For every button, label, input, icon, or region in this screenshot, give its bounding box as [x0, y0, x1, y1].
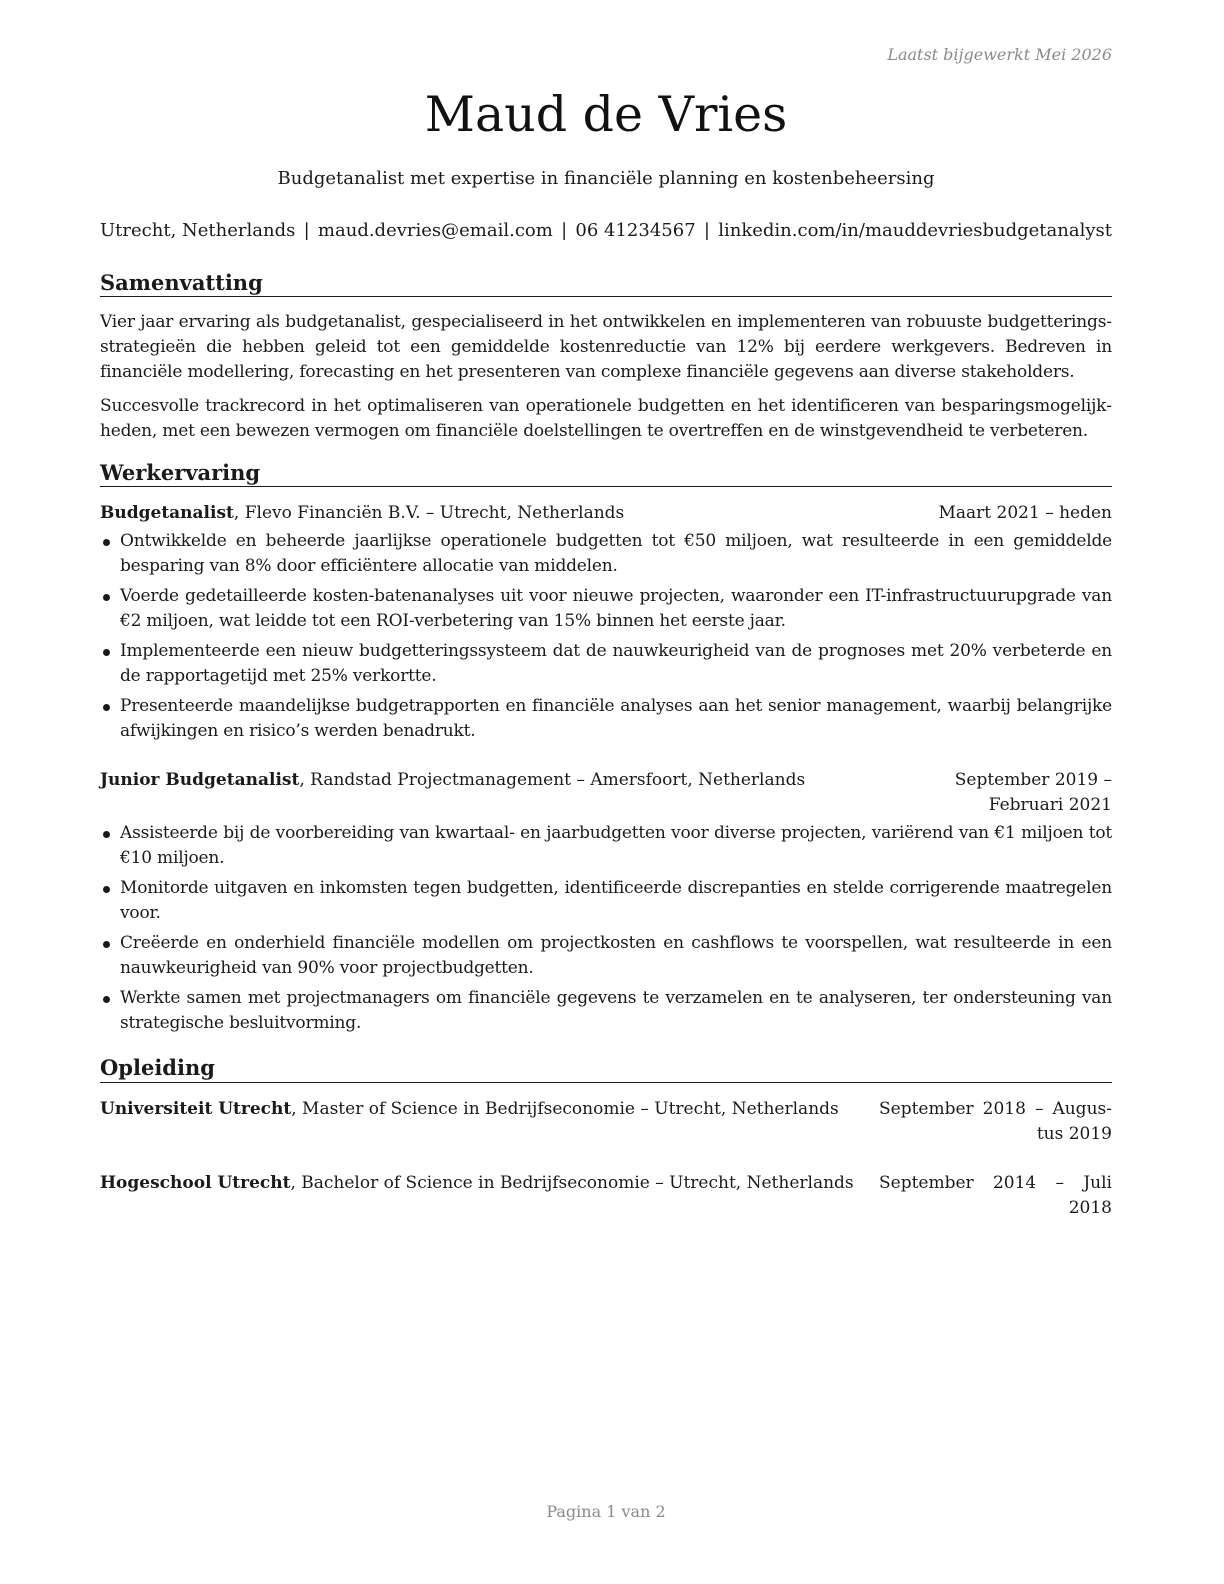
job-bullet: Werkte samen met projectmanagers om financiële gegevens te verzamelen en te analyseren, ter ondersteuning van strategische besluitvorming. [100, 986, 1112, 1036]
page-number: Pagina 1 van 2 [546, 1502, 666, 1521]
job-entry [100, 501, 1112, 744]
job-bullet: Ontwikkelde en beheerde jaarlijkse operationele budgetten tot €50 miljoen, wat resulteerde in een gemiddelde besparing van 8% door efficiëntere allocatie van middelen. [100, 529, 1112, 579]
job-bullet: Creëerde en onderhield financiële modellen om projectkosten en cashflows te voorspellen, wat resulteerde in een nauwkeurigheid van 90% voor projectbudgetten. [100, 931, 1112, 981]
job-bullet: Assisteerde bij de voorbereiding van kwartaal- en jaarbudgetten voor diverse projecten, variërend van €1 miljoen tot €10 miljoen. [100, 821, 1112, 871]
resume-body [100, 270, 1112, 1221]
tagline: Budgetanalist met expertise in financiële planning en kostenbeheersing [277, 168, 935, 189]
last-updated: Laatst bijgewerkt Mei 2026 [887, 45, 1112, 64]
education-school: Universiteit Utrecht [100, 1098, 292, 1119]
education-details: , Master of Science in Bedrijfseconomie – Utrecht, Netherlands [291, 1098, 839, 1119]
section-title-experience: Werkervaring [100, 460, 1112, 487]
candidate-name: Maud de Vries [424, 86, 788, 143]
summary-paragraph: Succesvolle trackrecord in het optimaliseren van operationele budgetten en het identificeren van besparingsmogelijkheden, met een bewezen vermogen om financiële doelstellingen te overtreffen en de winstgevendheid te verbeteren. [100, 396, 1112, 442]
resume-page [100, 0, 1112, 1584]
job-dates: September 2019 – Februari 2021 [954, 770, 1112, 816]
section-title-education: Opleiding [100, 1055, 1112, 1082]
contact-line [100, 220, 1112, 242]
job-entry [100, 768, 1112, 1036]
job-bullets [100, 529, 1112, 744]
job-details: , Randstad Projectmanagement – Amersfoort, Netherlands [299, 770, 806, 791]
job-role: Budgetanalist [100, 503, 234, 524]
contact-phone: 06 41234567 [575, 220, 696, 241]
section-title-summary: Samenvatting [100, 270, 1112, 297]
job-bullet: Voerde gedetailleerde kosten-batenanalyses uit voor nieuwe projecten, waaronder een IT-infrastructuurupgrade van €2 miljoen, wat leidde tot een ROI-verbetering van 15% binnen het eerste jaar. [100, 584, 1112, 634]
contact-email[interactable]: maud.devries@email.com [317, 220, 553, 241]
job-bullet: Implementeerde een nieuw budgetteringssysteem dat de nauwkeurigheid van de prognoses met 20% verbeterde en de rapportagetijd met 25% verkortte. [100, 639, 1112, 689]
job-details: , Flevo Financiën B.V. – Utrecht, Netherlands [233, 503, 625, 524]
job-bullets [100, 821, 1112, 1036]
education-dates: September 2014 – Juli 2018 [879, 1172, 1112, 1218]
contact-location: Utrecht, Netherlands [100, 220, 296, 241]
education-dates: September 2018 – Augustus 2019 [879, 1098, 1112, 1144]
job-role: Junior Budgetanalist [100, 770, 300, 791]
contact-separator: | [561, 220, 568, 241]
job-header [100, 768, 1112, 818]
job-dates: Maart 2021 – heden [938, 503, 1112, 524]
job-header [100, 501, 1112, 526]
contact-separator: | [703, 220, 710, 241]
education-entry [100, 1171, 1112, 1221]
contact-separator: | [303, 220, 310, 241]
job-bullet: Presenteerde maandelijkse budgetrapporten en financiële analyses aan het senior management, waarbij belangrijke afwijkingen en risico’s werden benadrukt. [100, 694, 1112, 744]
summary-paragraph: Vier jaar ervaring als budgetanalist, gespecialiseerd in het ontwikkelen en implementeren van robuuste budgetteringsstrategieën die hebben geleid tot een gemiddelde kostenreductie van 12% bij eerdere werkgevers. Bedreven in financiële modellering, forecasting en het presenteren van complexe financiële gegevens aan diverse stakeholders. [100, 312, 1112, 383]
education-details: , Bachelor of Science in Bedrijfseconomie – Utrecht, Netherlands [290, 1172, 854, 1193]
job-bullet: Monitorde uitgaven en inkomsten tegen budgetten, identificeerde discrepanties en stelde corrigerende maatregelen voor. [100, 876, 1112, 926]
education-entry [100, 1097, 1112, 1147]
contact-linkedin[interactable]: linkedin.com/in/mauddevriesbudgetanalyst [718, 220, 1112, 241]
education-school: Hogeschool Utrecht [100, 1172, 291, 1193]
